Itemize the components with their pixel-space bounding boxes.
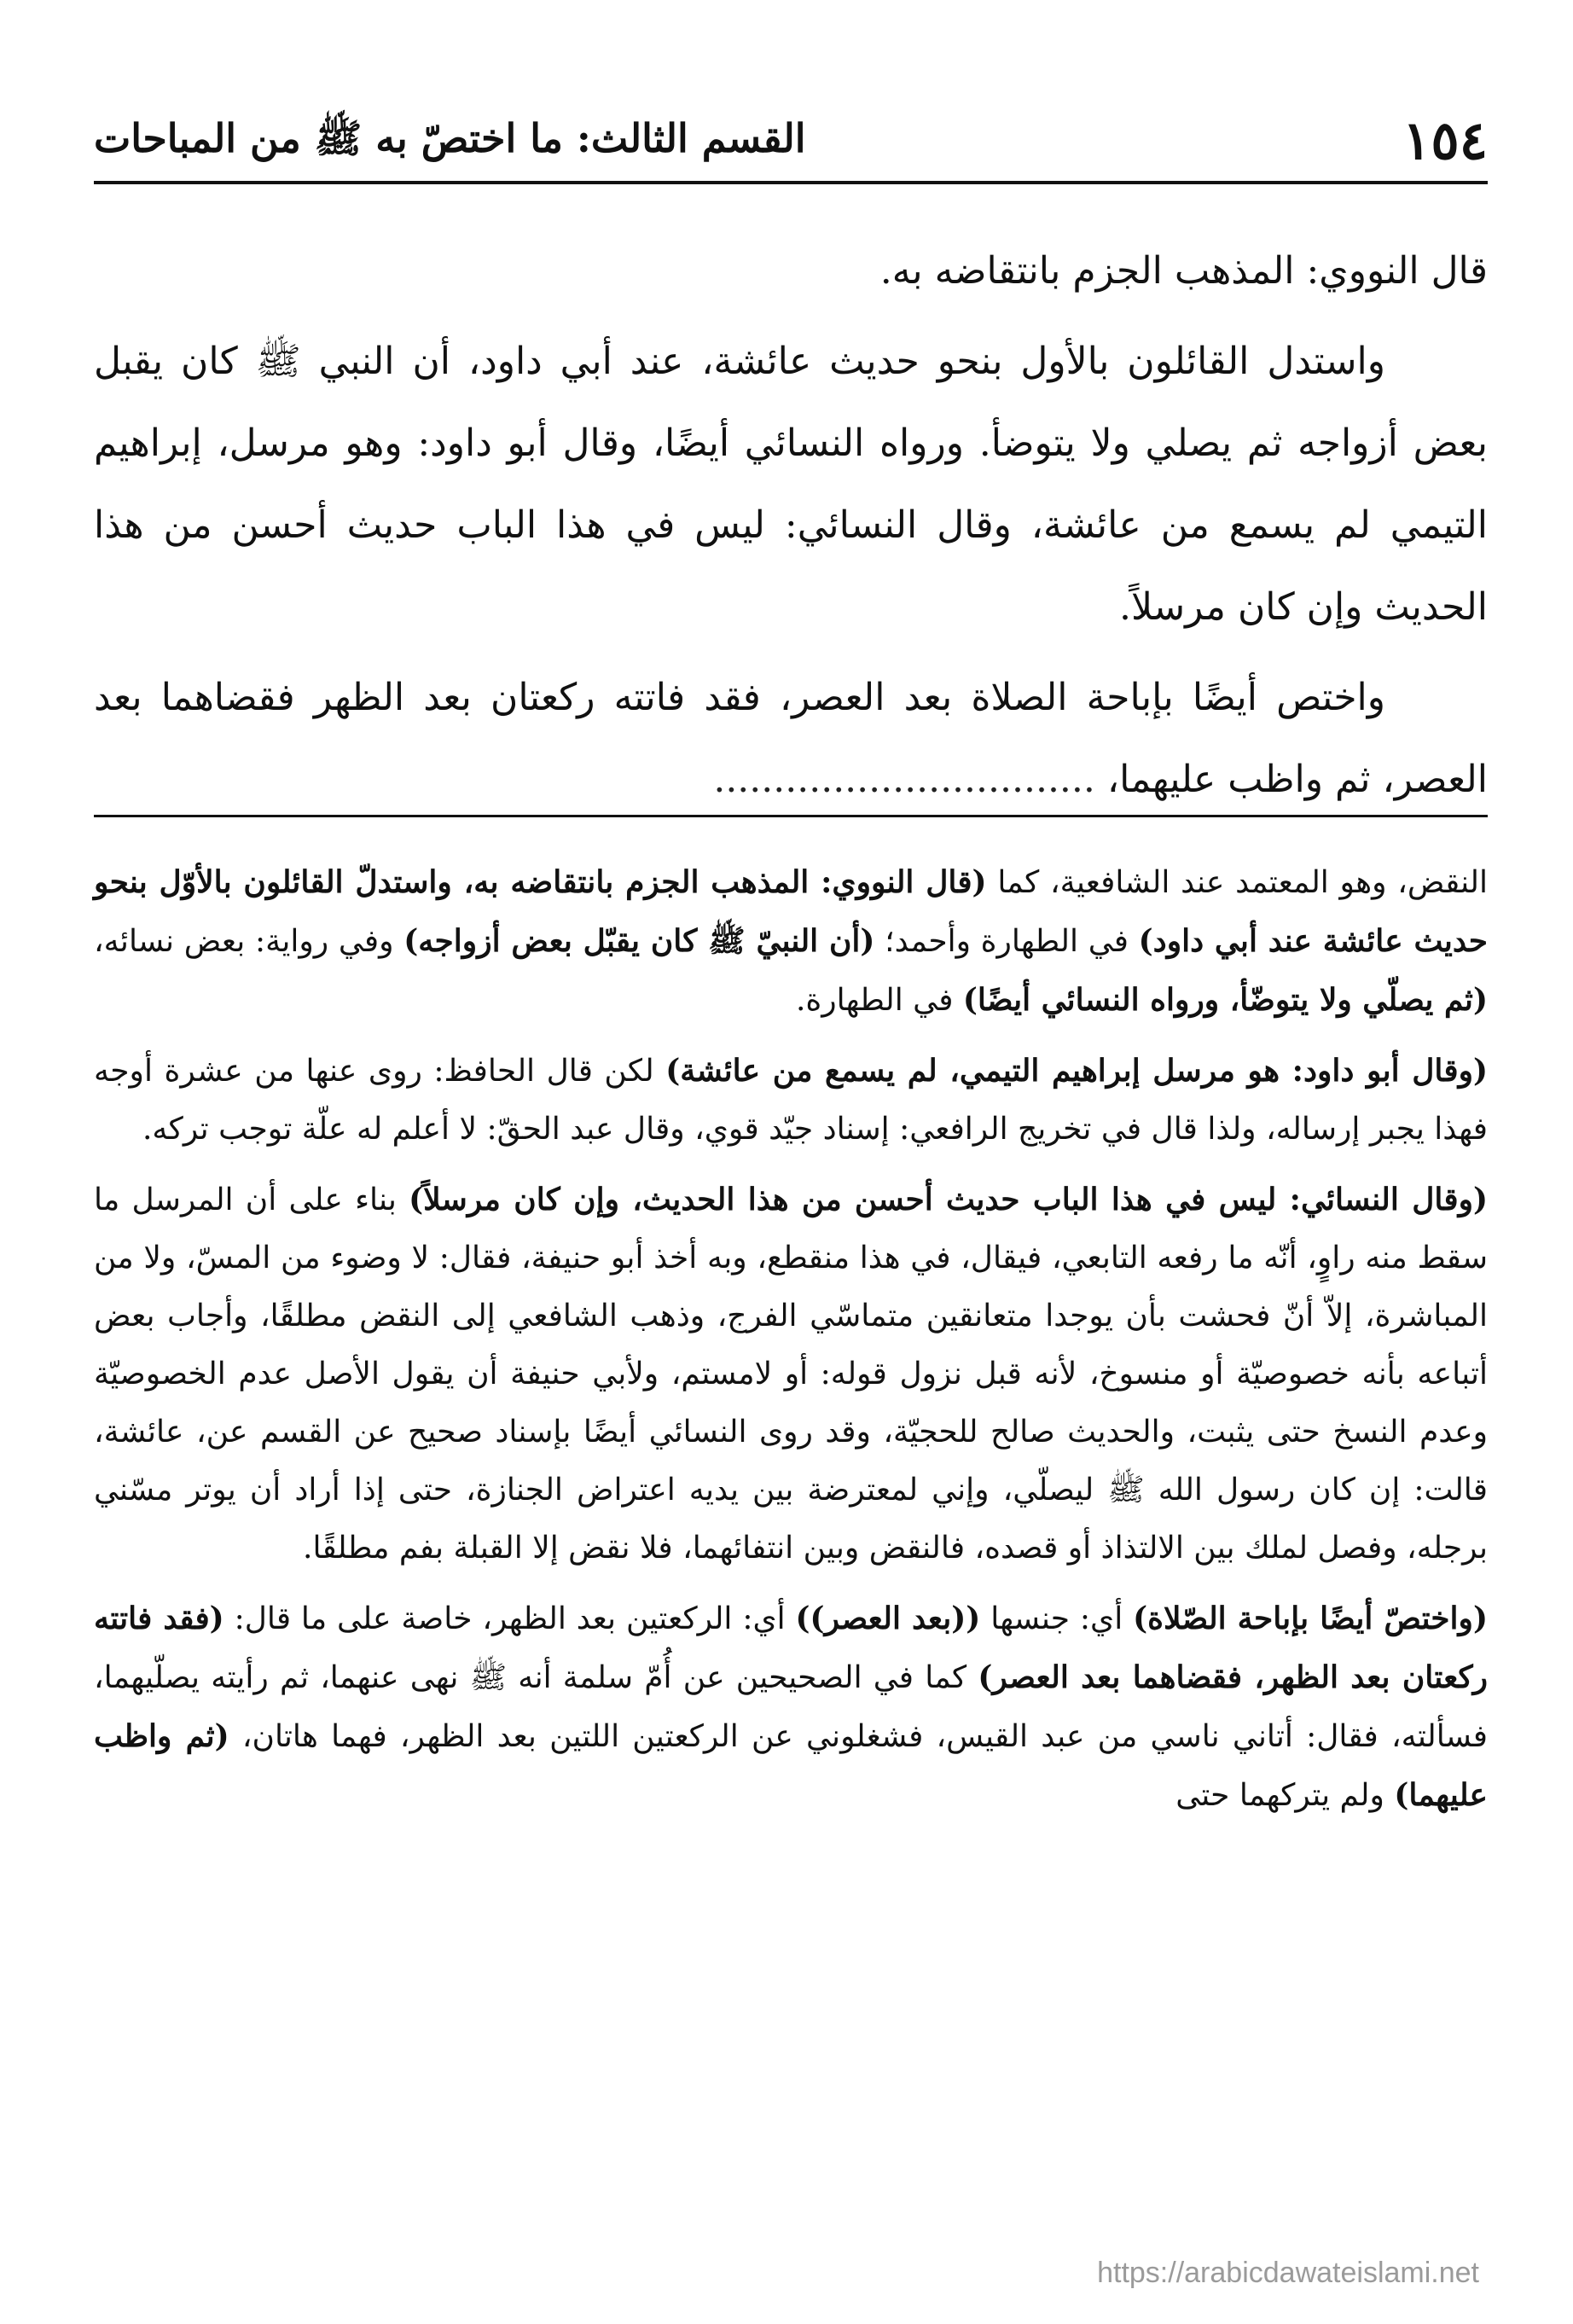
commentary-paragraph-4 <box>94 1589 1488 1825</box>
commentary-text-run: كما في الصحيحين عن أُمّ سلمة أنه ﷺ نهى عنهما، ثم رأيته يصلّيهما، فسألته، فقال: أتاني ناسي من عبد القيس، فشغلوني عن الركعتين اللتين بعد الظهر، فهما هاتان، <box>94 1660 1489 1754</box>
main-paragraph-1: قال النووي: المذهب الجزم بانتقاضه به. <box>879 249 1488 293</box>
page-number: ١٥٤ <box>1402 109 1488 171</box>
section-divider <box>94 815 1488 817</box>
commentary-text-run: وفي رواية: بعض نسائه، <box>94 924 394 959</box>
commentary-text-run: النقض، وهو المعتمد عند الشافعية، كما <box>997 865 1488 900</box>
commentary-text-run: أي: جنسها <box>990 1601 1123 1636</box>
commentary-text-run: في الطهارة. <box>795 983 954 1018</box>
commentary-text-run: لكن قال الحافظ: روى عنها من عشرة أوجه فهذا يجبر إرساله، ولذا قال في تخريج الرافعي: إسناد جيّد قوي، وقال عبد الحقّ: لا أعلم له علّة توجب تركه. <box>94 1054 1488 1147</box>
continuation-dots: ................................ <box>713 758 1095 801</box>
source-watermark: https://arabicdawateislami.net <box>1097 2257 1479 2289</box>
quoted-matn: (فقد فاتته ركعتان بعد الظهر، فقضاهما بعد العصر) <box>94 1601 1489 1695</box>
commentary-text <box>94 853 1488 1837</box>
quoted-matn: (ثم يصلّي ولا يتوضّأ، ورواه النسائي أيضًا) <box>962 982 1488 1018</box>
header-divider <box>94 181 1488 184</box>
commentary-text-run: أي: الركعتين بعد الظهر، خاصة على ما قال: <box>234 1601 786 1636</box>
running-title: القسم الثالث: ما اختصّ به ﷺ من المباحات <box>94 115 806 161</box>
quoted-matn: (ثم واظب عليهما) <box>94 1718 1488 1813</box>
quoted-matn: (وقال النسائي: ليس في هذا الباب حديث أحسن من هذا الحديث، وإن كان مرسلاً) <box>409 1182 1488 1217</box>
commentary-paragraph-2 <box>94 1042 1488 1159</box>
commentary-text-run: ولم يتركهما حتى <box>1175 1778 1384 1813</box>
commentary-paragraph-1 <box>94 853 1488 1030</box>
commentary-text-run: بناء على أن المرسل ما سقط منه راوٍ، أنّه ما رفعه التابعي، فيقال، في هذا منقطع، وبه أخذ أبو حنيفة، فقال: لا وضوء من المسّ، ولا من المباشرة، إلاّ أنّ فحشت بأن يوجدا متعانقين متماسّي الفرج، وذهب الشافعي إلى النقض مطلقًا، وأجاب بعض أتباعه بأنه خصوصيّة أو منسوخ، لأنه قبل نزول قوله: أو لامستم، ولأبي حنيفة أن يقول الأصل عدم الخصوصيّة وعدم النسخ حتى يثبت، والحديث صالح للحجيّة، وقد روى النسائي أيضًا بإسناد صحيح عن القسم عن، عائشة، قالت: إن كان رسول الله ﷺ ليصلّي، وإني لمعترضة بين يديه اعتراض الجنازة، حتى إذا أراد أن يوتر مسّني برجله، وفصل لملك بين الالتذاذ أو قصده، فالنقض وبين انتفائهما، فلا نقض إلا القبلة بفم مطلقًا. <box>94 1182 1488 1566</box>
quoted-matn: (وقال أبو داود: هو مرسل إبراهيم التيمي، لم يسمع من عائشة) <box>665 1053 1488 1089</box>
quoted-matn: (قال النووي: المذهب الجزم بانتقاضه به، واستدلّ القائلون بالأوّل بنحو حديث عائشة عند أبي داود) <box>94 864 1488 959</box>
main-paragraph-2: واستدل القائلون بالأول بنحو حديث عائشة، عند أبي داود، أن النبي ﷺ كان يقبل بعض أزواجه ثم يصلي ولا يتوضأ. ورواه النسائي أيضًا، وقال أبو داود: وهو مرسل، إبراهيم التيمي لم يسمع من عائشة، وقال النسائي: ليس في هذا الباب حديث أحسن من هذا الحديث وإن كان مرسلاً. <box>94 340 1488 629</box>
commentary-paragraph-3 <box>94 1171 1488 1577</box>
commentary-text-run: في الطهارة وأحمد؛ <box>885 924 1129 959</box>
main-text <box>94 230 1488 829</box>
quoted-matn: ((بعد العصر)) <box>795 1601 981 1636</box>
main-paragraph-3 <box>94 657 1488 821</box>
main-paragraph-3-text: واختص أيضًا بإباحة الصلاة بعد العصر، فقد فاتته ركعتان بعد الظهر فقضاهما بعد العصر، ثم واظب عليهما، <box>94 676 1488 801</box>
quoted-matn: (واختصّ أيضًا بإباحة الصّلاة) <box>1133 1601 1488 1636</box>
quoted-matn: (أن النبيّ ﷺ كان يقبّل بعض أزواجه) <box>403 923 875 959</box>
page-header <box>94 109 1488 177</box>
